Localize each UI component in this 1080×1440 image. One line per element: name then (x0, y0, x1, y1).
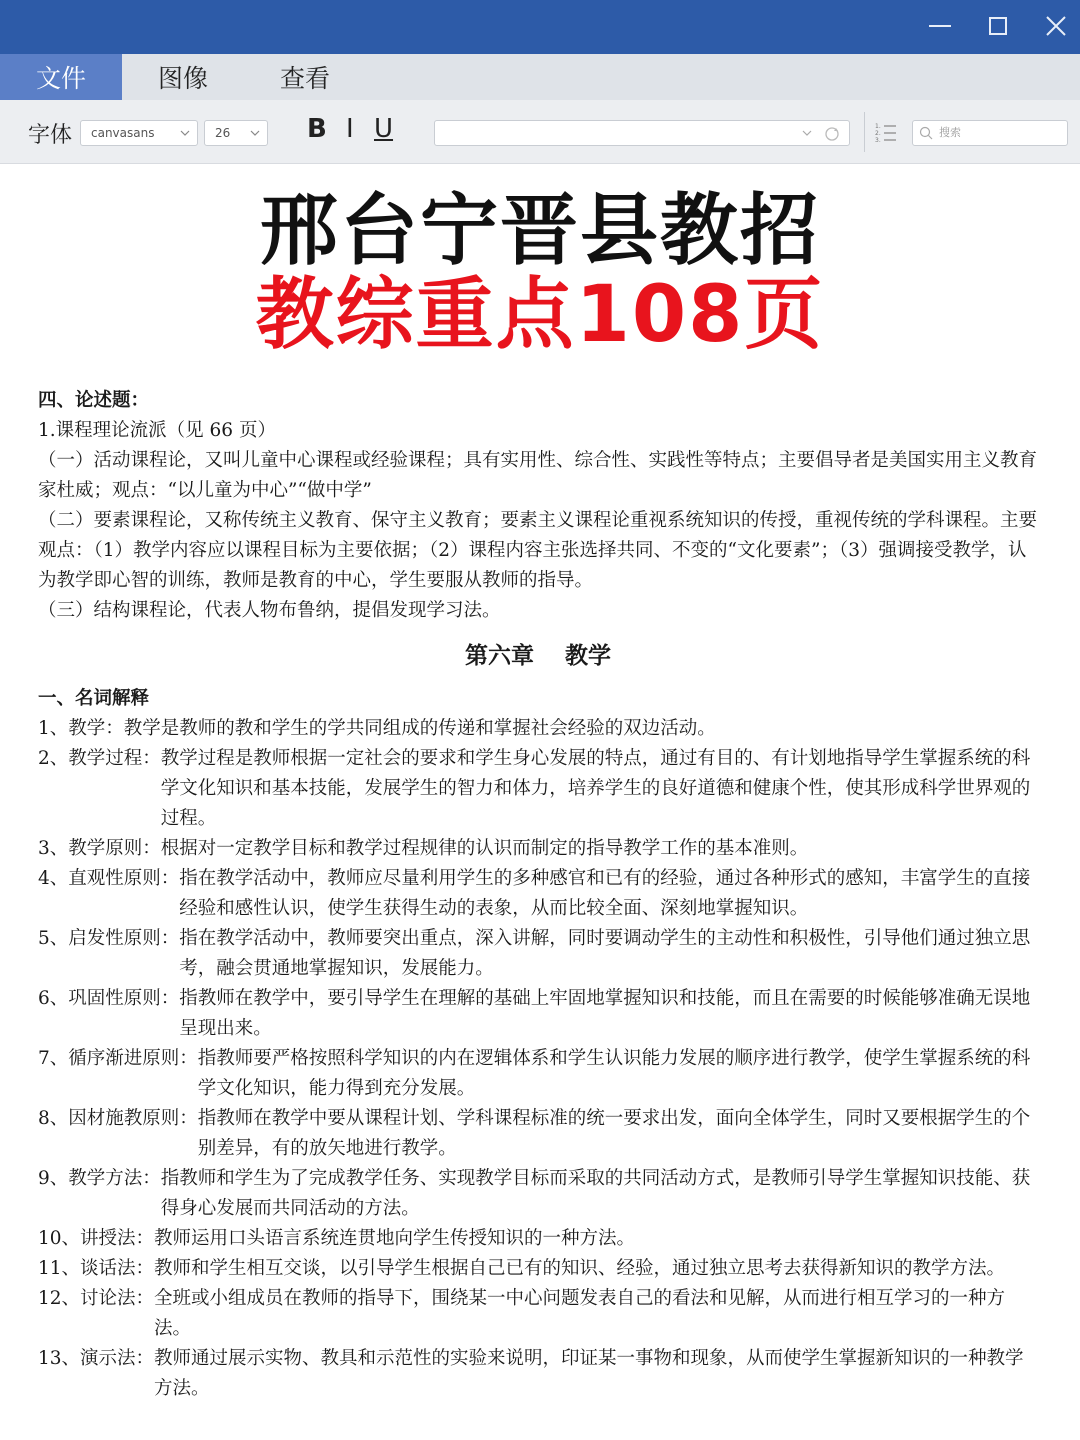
glossary-item (38, 1344, 1038, 1404)
glossary-item (38, 1104, 1038, 1164)
chevron-down-icon (801, 127, 813, 139)
glossary-definition: 根据对一定教学目标和教学过程规律的认识而制定的指导教学工作的基本准则。 (160, 838, 809, 859)
glossary-item (38, 1044, 1038, 1104)
glossary-heading: 一、名词解释 (38, 688, 150, 709)
chapter-title: 第六章 教学 (464, 642, 611, 669)
minimize-button[interactable] (920, 8, 960, 44)
paragraph: （三）结构课程论，代表人物布鲁纳，提倡发现学习法。 (38, 600, 501, 621)
glossary-item (38, 1254, 1038, 1284)
glossary-definition: 教师运用口头语言系统连贯地向学生传授知识的一种方法。 (154, 1228, 636, 1249)
glossary-definition: 指在教学活动中，教师应尽量利用学生的多种感官和已有的经验，通过各种形式的感知，丰富学生的直接经验和感性认识，使学生获得生动的表象，从而比较全面、深刻地掌握知识。 (179, 868, 1031, 919)
title-bar (0, 0, 1080, 54)
glossary-term: 6、巩固性原则： (38, 988, 180, 1009)
paragraph: （二）要素课程论，又称传统主义教育、保守主义教育；要素主义课程论重视系统知识的传授，重视传统的学科课程。主要观点：（1）教学内容应以课程目标为主要依据；（2）课程内容主张选择共同、不变的“文化要素”；（3）强调接受教学，认为教学即心智的训练，教师是教育的中心，学生要服从教师的指导。 (38, 510, 1038, 591)
glossary-item (38, 834, 1038, 864)
numbered-list-icon[interactable] (874, 120, 898, 144)
glossary-definition: 教学过程是教师根据一定社会的要求和学生身心发展的特点，通过有目的、有计划地指导学生掌握系统的科学文化知识和基本技能，发展学生的智力和体力，培养学生的良好道德和健康个性，使其形成科学世界观的过程。 (160, 748, 1031, 829)
glossary-definition: 指教师在教学中要从课程计划、学科课程标准的统一要求出发，面向全体学生，同时又要根据学生的个别差异，有的放矢地进行教学。 (197, 1108, 1031, 1159)
glossary-item (38, 1164, 1038, 1224)
question-title: 1.课程理论流派（见 66 页） (38, 420, 276, 441)
glossary-term: 3、教学原则： (38, 838, 161, 859)
chevron-down-icon (179, 127, 191, 139)
glossary-term: 5、启发性原则： (38, 928, 180, 949)
paragraph: （一）活动课程论，又叫儿童中心课程或经验课程；具有实用性、综合性、实践性等特点；主要倡导者是美国实用主义教育家杜威；观点：“以儿童为中心”“做中学” (38, 450, 1038, 501)
close-button[interactable] (1036, 8, 1076, 44)
glossary-term: 2、教学过程： (38, 748, 161, 769)
glossary-term: 4、直观性原则： (38, 868, 180, 889)
glossary-item (38, 924, 1038, 984)
glossary-list (38, 714, 1038, 1404)
font-label: 字体 (28, 123, 73, 148)
font-family-value: canvasans (91, 126, 155, 140)
menu-file[interactable]: 文件 (0, 54, 122, 100)
search-input[interactable] (912, 120, 1068, 146)
search-placeholder: 搜索 (939, 126, 961, 139)
bold-button[interactable]: B (307, 114, 327, 144)
glossary-definition: 全班或小组成员在教师的指导下，围绕某一中心问题发表自己的看法和见解，从而进行相互学习的一种方法。 (154, 1288, 1006, 1339)
maximize-icon (989, 17, 1007, 35)
glossary-term: 9、教学方法： (38, 1168, 161, 1189)
underline-button[interactable]: U (374, 114, 394, 144)
chevron-down-icon (249, 127, 261, 139)
glossary-definition: 指教师在教学中，要引导学生在理解的基础上牢固地掌握知识和技能，而且在需要的时候能够准确无误地呈现出来。 (179, 988, 1031, 1039)
document-body (38, 386, 1038, 1404)
glossary-item (38, 744, 1038, 834)
glossary-definition: 教师通过展示实物、教具和示范性的实验来说明，印证某一事物和现象，从而使学生掌握新知识的一种教学方法。 (154, 1348, 1024, 1399)
menu-bar (0, 54, 1080, 100)
glossary-term: 12、讨论法： (38, 1288, 155, 1309)
glossary-item (38, 1224, 1038, 1254)
glossary-definition: 指教师和学生为了完成教学任务、实现教学目标而采取的共同活动方式，是教师引导学生掌握知识技能、获得身心发展而共同活动的方法。 (160, 1168, 1031, 1219)
headline-title: 邢台宁晋县教招 (259, 186, 820, 276)
glossary-term: 8、因材施教原则： (38, 1108, 198, 1129)
font-size-value: 26 (215, 126, 231, 140)
close-icon (1045, 15, 1067, 37)
maximize-button[interactable] (978, 8, 1018, 44)
glossary-item (38, 1284, 1038, 1344)
svg-text:1.: 1. (875, 123, 881, 130)
section-heading: 四、论述题： (38, 390, 150, 411)
glossary-item (38, 984, 1038, 1044)
style-select[interactable] (434, 120, 850, 146)
headline-subtitle: 教综重点108页 (255, 270, 825, 360)
format-toolbar (0, 100, 1080, 164)
glossary-term: 11、谈话法： (38, 1258, 155, 1279)
svg-text:3.: 3. (875, 137, 881, 144)
svg-text:2.: 2. (875, 130, 881, 137)
font-family-select[interactable] (80, 120, 198, 146)
glossary-term: 7、循序渐进原则： (38, 1048, 198, 1069)
menu-image[interactable]: 图像 (157, 64, 208, 93)
glossary-term: 13、演示法： (38, 1348, 155, 1369)
glossary-item (38, 714, 1038, 744)
glossary-definition: 教学是教师的教和学生的学共同组成的传递和掌握社会经验的双边活动。 (123, 718, 716, 739)
minimize-icon (929, 25, 951, 27)
refresh-icon[interactable] (823, 125, 841, 143)
toolbar-divider (864, 112, 865, 152)
menu-view[interactable]: 查看 (279, 64, 330, 93)
glossary-definition: 指在教学活动中，教师要突出重点，深入讲解，同时要调动学生的主动性和积极性，引导他们通过独立思考，融会贯通地掌握知识，发展能力。 (179, 928, 1031, 979)
font-size-select[interactable] (204, 120, 268, 146)
search-icon (919, 126, 933, 140)
glossary-term: 1、教学： (38, 718, 124, 739)
glossary-term: 10、讲授法： (38, 1228, 155, 1249)
glossary-definition: 指教师要严格按照科学知识的内在逻辑体系和学生认识能力发展的顺序进行教学，使学生掌握系统的科学文化知识，能力得到充分发展。 (197, 1048, 1031, 1099)
glossary-item (38, 864, 1038, 924)
glossary-definition: 教师和学生相互交谈，以引导学生根据自己已有的知识、经验，通过独立思考去获得新知识的教学方法。 (154, 1258, 1006, 1279)
italic-button[interactable]: I (346, 114, 354, 144)
